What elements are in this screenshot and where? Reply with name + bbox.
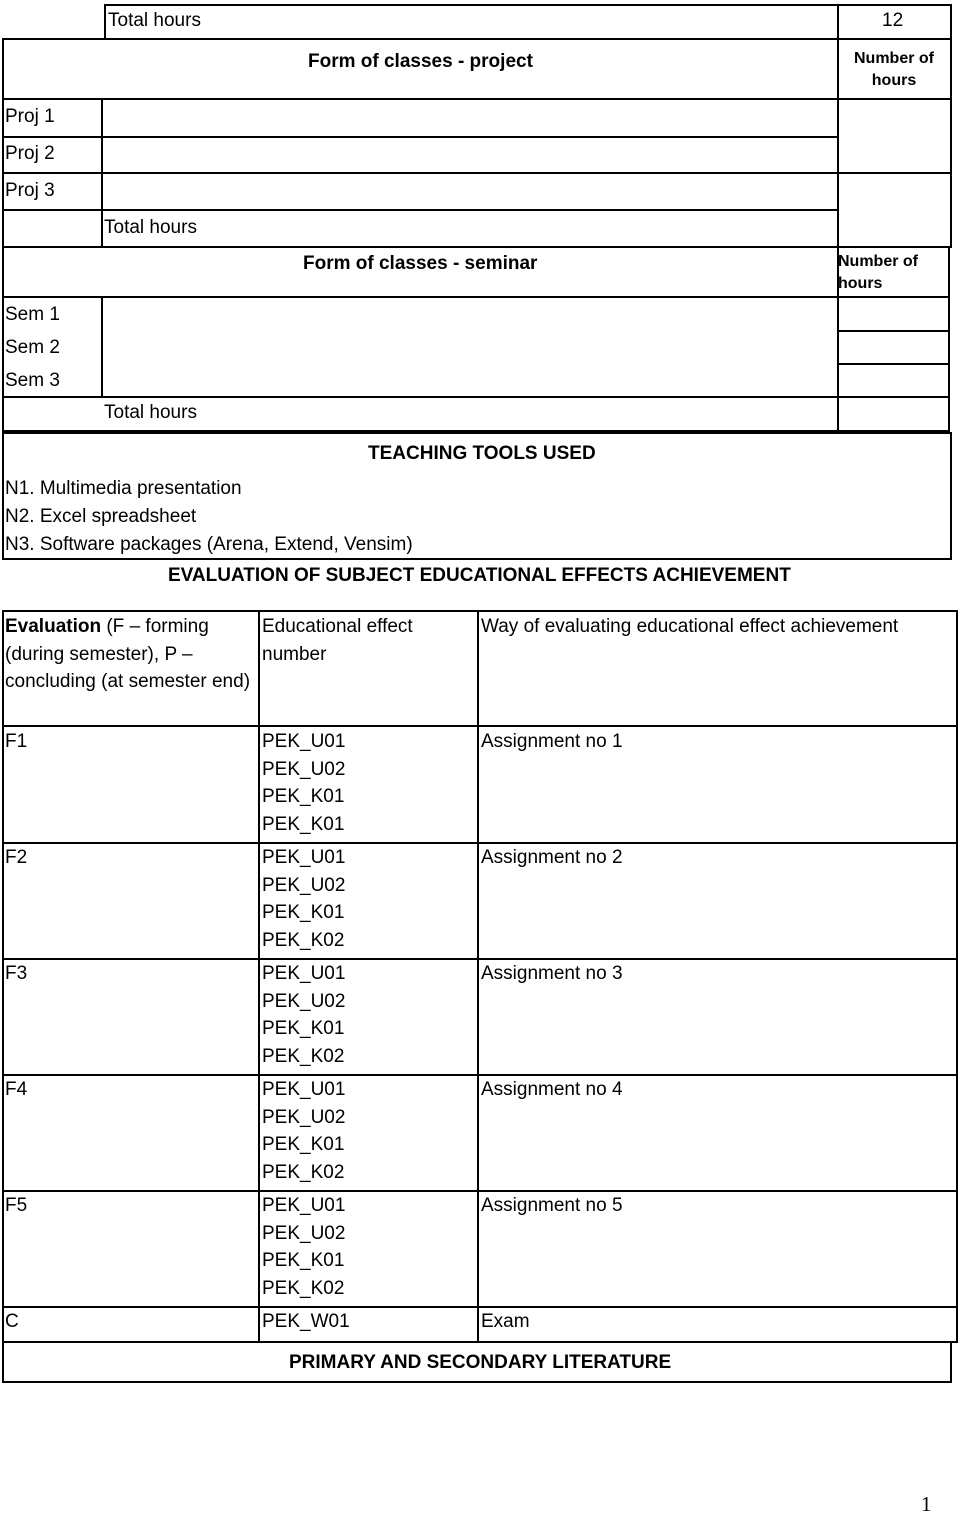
divider [2, 136, 837, 138]
evaluation-row-effects [262, 1076, 345, 1186]
evaluation-row-code: F5 [5, 1195, 28, 1216]
effect-code: PEK_U02 [262, 758, 346, 780]
divider [837, 330, 950, 332]
evaluation-row-way: Assignment no 4 [481, 1079, 623, 1100]
effect-code: PEK_K02 [262, 1045, 345, 1067]
seminar-row-label: Sem 3 [5, 370, 60, 391]
page-number: 1 [921, 1492, 932, 1516]
effect-code: PEK_U01 [262, 1195, 346, 1216]
divider [2, 172, 837, 174]
teaching-tool-item: N3. Software packages (Arena, Extend, Vensim) [5, 534, 413, 555]
seminar-label-divider [101, 296, 103, 398]
seminar-total-label-top: Total hours [104, 217, 197, 238]
evaluation-row-code: F3 [5, 963, 28, 984]
seminar-hours-header: Number of hours [838, 253, 918, 292]
project-total-row [104, 4, 952, 40]
project-total-value: 12 [882, 10, 904, 31]
evaluation-row-effects [262, 728, 345, 838]
evaluation-header-divider [2, 725, 958, 727]
evaluation-header-way: Way of evaluating educational effect achievement [481, 616, 899, 637]
evaluation-header-effect: Educational effect number [262, 616, 413, 665]
project-row-label: Proj 2 [5, 143, 55, 164]
effect-code: PEK_K01 [262, 1250, 345, 1271]
effect-code: PEK_K01 [262, 902, 345, 923]
effect-code: PEK_U02 [262, 874, 346, 896]
evaluation-header-type [5, 613, 253, 696]
divider [2, 396, 950, 398]
effect-code: PEK_K02 [262, 1277, 345, 1299]
divider [2, 958, 958, 960]
effect-code: PEK_U01 [262, 731, 346, 752]
divider [837, 4, 839, 40]
effect-code: PEK_U02 [262, 1222, 346, 1244]
divider [2, 842, 958, 844]
divider [2, 1190, 958, 1192]
seminar-title: Form of classes - seminar [303, 253, 538, 274]
evaluation-row-code: F4 [5, 1079, 28, 1100]
seminar-row-label: Sem 2 [5, 337, 60, 358]
evaluation-title: EVALUATION OF SUBJECT EDUCATIONAL EFFECTS ACHIEVEMENT [168, 565, 791, 586]
evaluation-row-way: Assignment no 1 [481, 731, 623, 752]
divider [2, 209, 837, 211]
evaluation-column-divider [477, 610, 479, 1343]
evaluation-table [2, 610, 958, 1343]
evaluation-row-way: Exam [481, 1311, 530, 1332]
project-hours-header: Number of hours [854, 50, 934, 89]
divider [837, 363, 950, 365]
evaluation-row-way: Assignment no 3 [481, 963, 623, 984]
teaching-tool-item: N2. Excel spreadsheet [5, 506, 197, 527]
effect-code: PEK_U01 [262, 963, 346, 984]
effect-code: PEK_U01 [262, 1079, 346, 1100]
effect-code: PEK_W01 [262, 1311, 350, 1332]
effect-code: PEK_K01 [262, 813, 345, 835]
effect-code: PEK_K01 [262, 786, 345, 807]
evaluation-column-divider [258, 610, 260, 1343]
teaching-tools-title: TEACHING TOOLS USED [368, 443, 596, 464]
evaluation-row-code: F2 [5, 847, 28, 868]
teaching-tool-item: N1. Multimedia presentation [5, 478, 242, 499]
evaluation-header-type-rest: (F – forming (during semester), P – concluding (at semester end) [5, 616, 251, 692]
evaluation-row-effects [262, 844, 345, 954]
effect-code: PEK_U02 [262, 990, 346, 1012]
evaluation-row-code: C [5, 1311, 19, 1332]
effect-code: PEK_K01 [262, 1134, 345, 1155]
effect-code: PEK_K01 [262, 1018, 345, 1039]
effect-code: PEK_U01 [262, 847, 346, 868]
divider [837, 172, 952, 174]
literature-title: PRIMARY AND SECONDARY LITERATURE [289, 1352, 672, 1373]
seminar-total-label-bottom: Total hours [104, 402, 197, 423]
effect-code: PEK_U02 [262, 1106, 346, 1128]
evaluation-row-way: Assignment no 2 [481, 847, 623, 868]
evaluation-header-type-bold: Evaluation [5, 616, 102, 637]
project-row-label: Proj 3 [5, 180, 55, 201]
evaluation-row-way: Assignment no 5 [481, 1195, 623, 1216]
effect-code: PEK_K02 [262, 1161, 345, 1183]
project-total-label: Total hours [108, 10, 201, 31]
project-title: Form of classes - project [308, 51, 533, 72]
seminar-row-label: Sem 1 [5, 304, 60, 325]
evaluation-row-code: F1 [5, 731, 28, 752]
project-row-label: Proj 1 [5, 106, 55, 127]
divider [2, 1306, 958, 1308]
effect-code: PEK_K02 [262, 929, 345, 951]
divider [2, 1074, 958, 1076]
evaluation-row-effects [262, 1192, 345, 1302]
evaluation-row-effects [262, 960, 345, 1070]
evaluation-row-effects [262, 1308, 350, 1336]
